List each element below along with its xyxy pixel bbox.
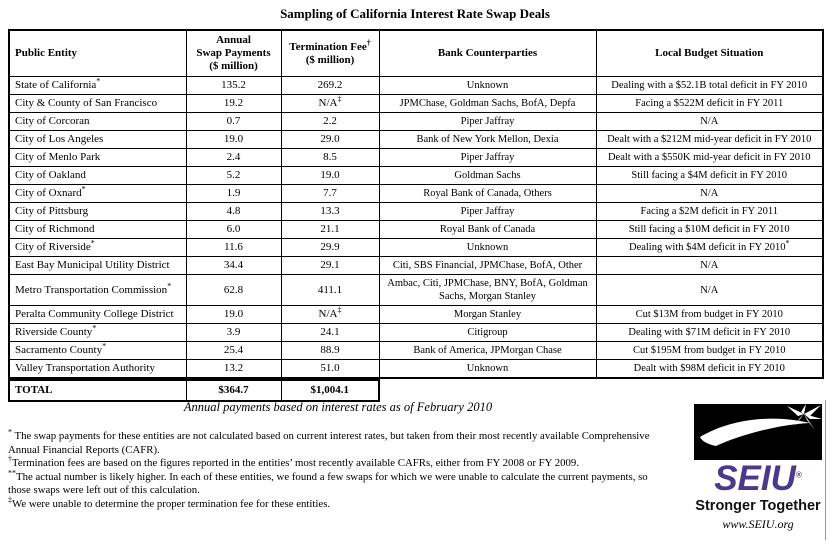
entity-cell: Riverside County* <box>9 324 186 342</box>
payments-cell: 19.0 <box>186 306 281 324</box>
termination-cell: 29.1 <box>281 257 379 275</box>
header-local-budget-situation: Local Budget Situation <box>596 30 823 77</box>
payments-cell: 3.9 <box>186 324 281 342</box>
table-row <box>9 149 823 167</box>
budget-cell: N/A <box>596 257 823 275</box>
termination-cell: 29.9 <box>281 239 379 257</box>
banks-cell: Citi, SBS Financial, JPMChase, BofA, Other <box>379 257 596 275</box>
budget-cell: Dealt with $98M deficit in FY 2010 <box>596 360 823 379</box>
payments-cell: 25.4 <box>186 342 281 360</box>
budget-cell: Dealing with $4M deficit in FY 2010* <box>596 239 823 257</box>
budget-cell: Dealt with a $212M mid-year deficit in FY 2010 <box>596 131 823 149</box>
footnote: * The swap payments for these entities are not calculated based on current interest rates, but taken from their most recently available Comprehensive Annual Financial Reports (CAFR). <box>8 427 650 456</box>
header-termination-fee <box>281 30 379 77</box>
termination-cell: N/A‡ <box>281 306 379 324</box>
termination-cell: 13.3 <box>281 203 379 221</box>
budget-cell: Dealt with a $550K mid-year deficit in FY 2010 <box>596 149 823 167</box>
swap-deals-table <box>8 29 824 379</box>
table-row <box>9 185 823 203</box>
budget-cell: Cut $13M from budget in FY 2010 <box>596 306 823 324</box>
seiu-wordmark <box>694 460 822 498</box>
table-body <box>9 77 823 379</box>
table-row <box>9 95 823 113</box>
entity-cell: Peralta Community College District <box>9 306 186 324</box>
footnote: **The actual number is likely higher. In each of these entities, we found a few swaps for which we were unable to calculate the current payments, so those swaps were left out of this calculation. <box>8 467 648 496</box>
total-termination: $1,004.1 <box>281 380 379 401</box>
footnotes <box>8 427 670 511</box>
termination-cell: 29.0 <box>281 131 379 149</box>
entity-cell: State of California* <box>9 77 186 95</box>
budget-cell: N/A <box>596 113 823 131</box>
banks-cell: JPMChase, Goldman Sachs, BofA, Depfa <box>379 95 596 113</box>
seiu-text: SEIU <box>714 459 796 498</box>
payments-cell: 13.2 <box>186 360 281 379</box>
banks-cell: Bank of New York Mellon, Dexia <box>379 131 596 149</box>
payments-cell: 5.2 <box>186 167 281 185</box>
footnote-marker: ** <box>8 467 16 477</box>
termination-cell: N/A‡ <box>281 95 379 113</box>
footnote: †Termination fees are based on the figures reported in the entities’ most recently available CAFRs, either from FY 2008 or FY 2009. <box>8 454 580 469</box>
termination-cell: 24.1 <box>281 324 379 342</box>
budget-cell: N/A <box>596 185 823 203</box>
banks-cell: Citigroup <box>379 324 596 342</box>
footnote-marker: * <box>8 427 12 437</box>
registered-mark: ® <box>795 470 802 480</box>
payments-cell: 6.0 <box>186 221 281 239</box>
entity-cell: City of Pittsburg <box>9 203 186 221</box>
termination-cell: 269.2 <box>281 77 379 95</box>
seiu-url: www.SEIU.org <box>722 517 794 531</box>
payments-cell: 11.6 <box>186 239 281 257</box>
payments-cell: 135.2 <box>186 77 281 95</box>
termination-cell: 411.1 <box>281 275 379 306</box>
header-line: ($ million) <box>305 53 355 66</box>
termination-cell: 7.7 <box>281 185 379 203</box>
banks-cell: Unknown <box>379 360 596 379</box>
table-row <box>9 131 823 149</box>
budget-cell: Dealing with a $52.1B total deficit in FY 2010 <box>596 77 823 95</box>
table-row <box>9 360 823 379</box>
total-table <box>8 379 380 402</box>
entity-cell: Metro Transportation Commission* <box>9 275 186 306</box>
entity-cell: City of Los Angeles <box>9 131 186 149</box>
payments-cell: 2.4 <box>186 149 281 167</box>
page-title: Sampling of California Interest Rate Swap Deals <box>280 6 550 21</box>
banks-cell: Royal Bank of Canada <box>379 221 596 239</box>
entity-cell: City of Oakland <box>9 167 186 185</box>
header-bank-counterparties: Bank Counterparties <box>379 30 596 77</box>
entity-cell: City of Riverside* <box>9 239 186 257</box>
banks-cell: Bank of America, JPMorgan Chase <box>379 342 596 360</box>
banks-cell: Piper Jaffray <box>379 113 596 131</box>
dagger-footnote-marker: † <box>366 37 371 47</box>
payments-cell: 34.4 <box>186 257 281 275</box>
header-annual-swap-payments <box>186 30 281 77</box>
banks-cell: Ambac, Citi, JPMChase, BNY, BofA, Goldman Sachs, Morgan Stanley <box>379 275 596 306</box>
header-line: Annual <box>216 34 251 46</box>
budget-cell: N/A <box>596 275 823 306</box>
payments-cell: 19.2 <box>186 95 281 113</box>
swap-deals-table-wrap <box>8 29 824 402</box>
footnote-marker: ‡ <box>337 94 342 104</box>
footnote: ‡We were unable to determine the proper termination fee for these entities. <box>8 494 331 510</box>
header-public-entity: Public Entity <box>9 30 186 77</box>
footnote-marker: * <box>785 238 790 248</box>
entity-cell: City & County of San Francisco <box>9 95 186 113</box>
footnote-marker: * <box>102 341 107 351</box>
table-row <box>9 306 823 324</box>
payments-cell: 62.8 <box>186 275 281 306</box>
header-line: ($ million) <box>209 60 258 72</box>
table-row <box>9 342 823 360</box>
footnote-marker: * <box>167 280 172 290</box>
entity-cell: City of Corcoran <box>9 113 186 131</box>
table-row <box>9 113 823 131</box>
banks-cell: Unknown <box>379 77 596 95</box>
footnote-marker: ‡ <box>337 305 342 315</box>
table-row <box>9 203 823 221</box>
banks-cell: Piper Jaffray <box>379 203 596 221</box>
table-row <box>9 77 823 95</box>
budget-cell: Cut $195M from budget in FY 2010 <box>596 342 823 360</box>
footnote-marker: * <box>92 323 97 333</box>
payments-cell: 19.0 <box>186 131 281 149</box>
seiu-tagline: Stronger Together <box>695 498 821 514</box>
termination-cell: 19.0 <box>281 167 379 185</box>
table-row <box>9 275 823 306</box>
footnote-marker: † <box>8 454 12 464</box>
budget-cell: Facing a $522M deficit in FY 2011 <box>596 95 823 113</box>
total-row <box>9 380 379 401</box>
entity-cell: City of Menlo Park <box>9 149 186 167</box>
seiu-swoosh-graphic <box>694 404 822 460</box>
budget-cell: Facing a $2M deficit in FY 2011 <box>596 203 823 221</box>
termination-cell: 21.1 <box>281 221 379 239</box>
table-row <box>9 257 823 275</box>
budget-cell: Still facing a $10M deficit in FY 2010 <box>596 221 823 239</box>
table-row <box>9 324 823 342</box>
payments-cell: 4.8 <box>186 203 281 221</box>
page-edge-line <box>825 400 826 540</box>
entity-cell: Sacramento County* <box>9 342 186 360</box>
termination-cell: 8.5 <box>281 149 379 167</box>
banks-cell: Unknown <box>379 239 596 257</box>
entity-cell: Valley Transportation Authority <box>9 360 186 379</box>
table-row <box>9 221 823 239</box>
banks-cell: Morgan Stanley <box>379 306 596 324</box>
entity-cell: City of Oxnard* <box>9 185 186 203</box>
header-line: Swap Payments <box>196 47 271 59</box>
footnote-marker: ‡ <box>8 494 12 504</box>
termination-cell: 88.9 <box>281 342 379 360</box>
total-payments: $364.7 <box>186 380 281 401</box>
total-label: TOTAL <box>9 380 186 401</box>
banks-cell: Goldman Sachs <box>379 167 596 185</box>
footnote-marker: * <box>90 238 95 248</box>
table-caption: Annual payments based on interest rates as of February 2010 <box>183 400 493 414</box>
payments-cell: 0.7 <box>186 113 281 131</box>
table-row <box>9 239 823 257</box>
budget-cell: Dealing with $71M deficit in FY 2010 <box>596 324 823 342</box>
seiu-logo <box>694 404 822 532</box>
termination-cell: 2.2 <box>281 113 379 131</box>
footnote-marker: * <box>81 184 86 194</box>
banks-cell: Piper Jaffray <box>379 149 596 167</box>
table-row <box>9 167 823 185</box>
termination-cell: 51.0 <box>281 360 379 379</box>
footnote-marker: * <box>96 76 101 86</box>
header-row <box>9 30 823 77</box>
header-line: Termination Fee <box>289 40 367 53</box>
banks-cell: Royal Bank of Canada, Others <box>379 185 596 203</box>
payments-cell: 1.9 <box>186 185 281 203</box>
entity-cell: East Bay Municipal Utility District <box>9 257 186 275</box>
entity-cell: City of Richmond <box>9 221 186 239</box>
budget-cell: Still facing a $4M deficit in FY 2010 <box>596 167 823 185</box>
